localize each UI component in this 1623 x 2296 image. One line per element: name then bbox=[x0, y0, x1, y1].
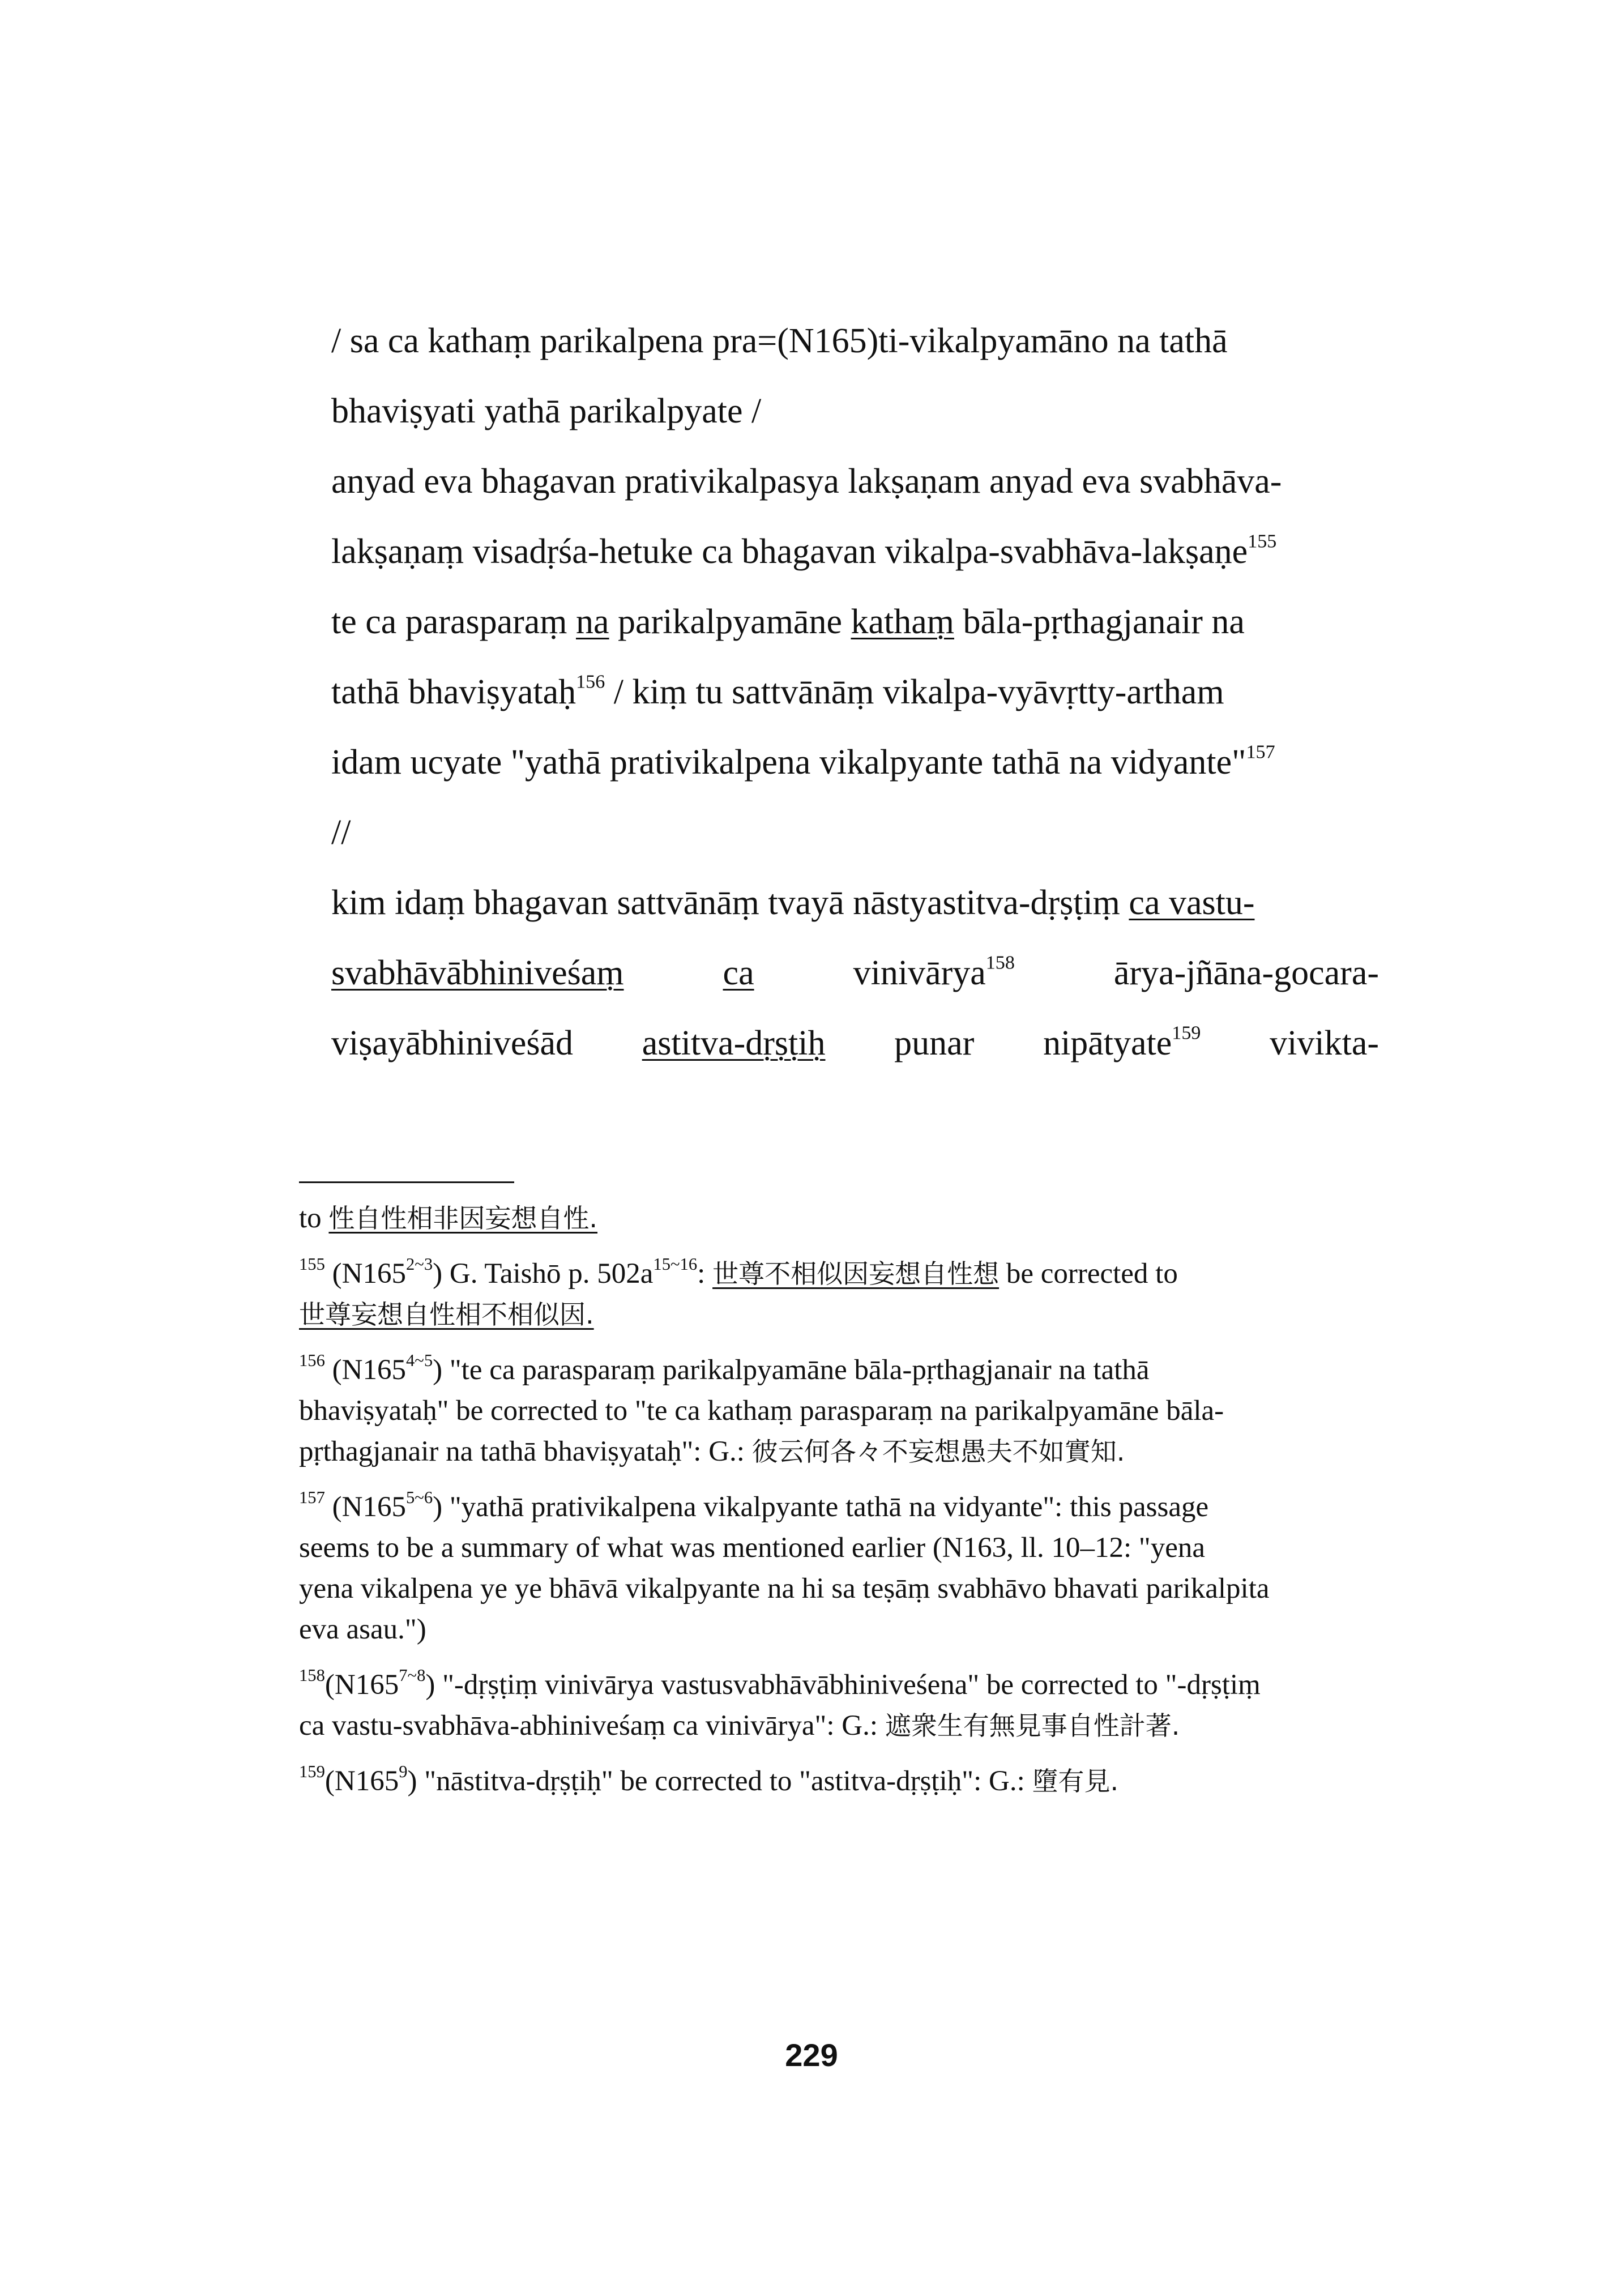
text-span: eva asau.") bbox=[299, 1614, 426, 1645]
cjk-text: 性自性相非因妄想自性. bbox=[328, 1203, 598, 1234]
footnote-ref-155[interactable]: 155 bbox=[1248, 531, 1277, 552]
text-span: to bbox=[299, 1202, 322, 1234]
text-span: vinivārya bbox=[853, 954, 986, 992]
text-span: ) bbox=[433, 1258, 443, 1290]
text-span: / sa ca kathaṃ parikalpena pra=(N165)ti-vikalpyamāno na tathā bbox=[331, 322, 1228, 360]
underlined-text: kathaṃ bbox=[851, 603, 954, 641]
footnote-number: 155 bbox=[299, 1254, 325, 1274]
cjk-text: 世尊不相似因妄想自性想 bbox=[712, 1258, 1000, 1289]
text-span: pṛthagjanair na tathā bhaviṣyataḥ": G.: bbox=[299, 1436, 745, 1467]
text-span: "-dṛṣṭiṃ vinivārya vastusvabhāvābhiniveśena" be corrected to "-dṛṣṭiṃ bbox=[442, 1669, 1261, 1701]
text-span: punar bbox=[894, 1024, 975, 1062]
superscript: 5~6 bbox=[405, 1488, 433, 1508]
text-span: (N165 bbox=[332, 1258, 406, 1290]
text-span: lakṣaṇaṃ visadṛśa-hetuke ca bhagavan vikalpa-svabhāva-lakṣaṇe bbox=[331, 532, 1248, 571]
footnotes bbox=[299, 1198, 1386, 1816]
text-span: nipātyate bbox=[1043, 1024, 1172, 1062]
text-line-4 bbox=[331, 517, 1379, 587]
footnote-line bbox=[299, 1665, 1386, 1705]
text-span: : bbox=[697, 1258, 706, 1290]
footnote-line bbox=[299, 1390, 1386, 1431]
text-span: parikalpyamāne bbox=[618, 603, 842, 641]
text-span: be corrected to bbox=[1006, 1258, 1178, 1290]
footnote-line bbox=[299, 1705, 1386, 1746]
footnote-158 bbox=[299, 1665, 1386, 1746]
text-line-6 bbox=[331, 657, 1379, 727]
text-span: ) bbox=[433, 1354, 443, 1386]
text-span: "nāstitva-dṛṣṭiḥ" be corrected to "astitva-dṛṣṭiḥ": G.: bbox=[424, 1765, 1025, 1797]
footnote-line bbox=[299, 1350, 1386, 1390]
footnote-ref-159[interactable]: 159 bbox=[1172, 1022, 1201, 1044]
text-span: bāla-pṛthagjanair na bbox=[963, 603, 1245, 641]
text-span: anyad eva bhagavan prativikalpasya lakṣaṇam anyad eva svabhāva- bbox=[331, 462, 1282, 501]
footnote-159 bbox=[299, 1761, 1386, 1802]
text-span: ) bbox=[407, 1765, 417, 1797]
footnote-156 bbox=[299, 1350, 1386, 1472]
text-span: / kiṃ tu sattvānāṃ vikalpa-vyāvṛtty-artham bbox=[613, 673, 1224, 711]
text-span: viṣayābhiniveśād bbox=[331, 1024, 574, 1062]
footnote-divider bbox=[299, 1181, 514, 1183]
main-text bbox=[331, 306, 1379, 1078]
footnote-line bbox=[299, 1431, 1386, 1472]
superscript: 15~16 bbox=[653, 1254, 698, 1274]
footnote-number: 156 bbox=[299, 1351, 325, 1371]
text-span: seems to be a summary of what was mentioned earlier (N163, ll. 10–12: "yena bbox=[299, 1532, 1205, 1564]
cjk-text: 世尊妄想自性相不相似因. bbox=[299, 1299, 594, 1330]
text-span: ca vastu-svabhāva-abhiniveśaṃ ca vinivārya": G.: bbox=[299, 1710, 878, 1742]
text-line-1 bbox=[331, 306, 1379, 376]
footnote-line bbox=[299, 1609, 1386, 1650]
text-span: bhaviṣyati yathā parikalpyate / bbox=[331, 392, 762, 430]
text-line-9 bbox=[331, 868, 1379, 938]
text-span: "te ca parasparaṃ parikalpyamāne bāla-pṛthagjanair na tathā bbox=[449, 1354, 1150, 1386]
text-line-11 bbox=[331, 1008, 1379, 1078]
superscript: 4~5 bbox=[405, 1351, 433, 1371]
text-span: (N165 bbox=[332, 1354, 406, 1386]
footnote-continuation bbox=[299, 1198, 1386, 1239]
text-span: ) bbox=[433, 1491, 443, 1523]
footnote-ref-158[interactable]: 158 bbox=[985, 952, 1015, 974]
text-span: // bbox=[331, 813, 351, 852]
text-span: G. Taishō p. 502a bbox=[449, 1258, 654, 1290]
word-with-ref bbox=[1043, 1008, 1201, 1078]
footnote-line bbox=[299, 1294, 1386, 1335]
underlined-text: ca bbox=[723, 954, 754, 992]
cjk-text: 墮有見. bbox=[1032, 1766, 1119, 1796]
footnote-line bbox=[299, 1761, 1386, 1802]
text-line-2 bbox=[331, 376, 1379, 446]
text-span: vivikta- bbox=[1270, 1024, 1379, 1062]
footnote-number: 158 bbox=[299, 1666, 325, 1685]
text-span: idam ucyate "yathā prativikalpena vikalpyante tathā na vidyante" bbox=[331, 743, 1246, 782]
cjk-text: 遮衆生有無見事自性計著. bbox=[885, 1710, 1180, 1741]
footnote-number: 159 bbox=[299, 1762, 325, 1782]
text-line-7 bbox=[331, 727, 1379, 797]
text-line-10 bbox=[331, 938, 1379, 1008]
footnote-line bbox=[299, 1487, 1386, 1527]
superscript: 7~8 bbox=[399, 1666, 426, 1685]
text-span: ārya-jñāna-gocara- bbox=[1113, 954, 1379, 992]
cjk-text: 彼云何各々不妄想愚夫不如實知. bbox=[751, 1436, 1125, 1467]
footnote-line bbox=[299, 1568, 1386, 1609]
text-span: te ca parasparaṃ bbox=[331, 603, 567, 641]
underlined-text: astitva-dṛṣṭiḥ bbox=[642, 1024, 826, 1062]
footnote-ref-156[interactable]: 156 bbox=[576, 671, 605, 693]
text-line-3 bbox=[331, 446, 1379, 517]
footnote-number: 157 bbox=[299, 1488, 325, 1508]
underlined-text: svabhāvābhiniveśaṃ bbox=[331, 954, 624, 992]
footnote-line bbox=[299, 1527, 1386, 1568]
text-span: bhaviṣyataḥ" be corrected to "te ca kathaṃ parasparaṃ na parikalpyamāne bāla- bbox=[299, 1395, 1224, 1427]
text-span: (N165 bbox=[324, 1669, 399, 1701]
footnote-line bbox=[299, 1253, 1386, 1294]
underlined-text: ca vastu- bbox=[1129, 884, 1255, 922]
footnote-157 bbox=[299, 1487, 1386, 1650]
page-number: 229 bbox=[785, 2037, 838, 2073]
superscript: 2~3 bbox=[405, 1254, 433, 1274]
text-span: kim idaṃ bhagavan sattvānāṃ tvayā nāstyastitva-dṛṣṭiṃ bbox=[331, 884, 1120, 922]
text-span: ) bbox=[425, 1669, 435, 1701]
footnote-ref-157[interactable]: 157 bbox=[1246, 741, 1275, 763]
text-line-5 bbox=[331, 587, 1379, 657]
word-with-ref bbox=[853, 938, 1015, 1008]
text-line-8 bbox=[331, 797, 1379, 868]
underlined-text: na bbox=[576, 603, 609, 641]
footnote-155 bbox=[299, 1253, 1386, 1335]
text-span: tathā bhaviṣyataḥ bbox=[331, 673, 576, 711]
text-span: "yathā prativikalpena vikalpyante tathā na vidyante": this passage bbox=[449, 1491, 1209, 1523]
text-span: (N165 bbox=[332, 1491, 406, 1523]
text-span: yena vikalpena ye ye bhāvā vikalpyante na hi sa teṣāṃ svabhāvo bhavati parikalpita bbox=[299, 1573, 1270, 1604]
text-span: (N165 bbox=[324, 1765, 399, 1797]
superscript: 9 bbox=[399, 1762, 408, 1782]
